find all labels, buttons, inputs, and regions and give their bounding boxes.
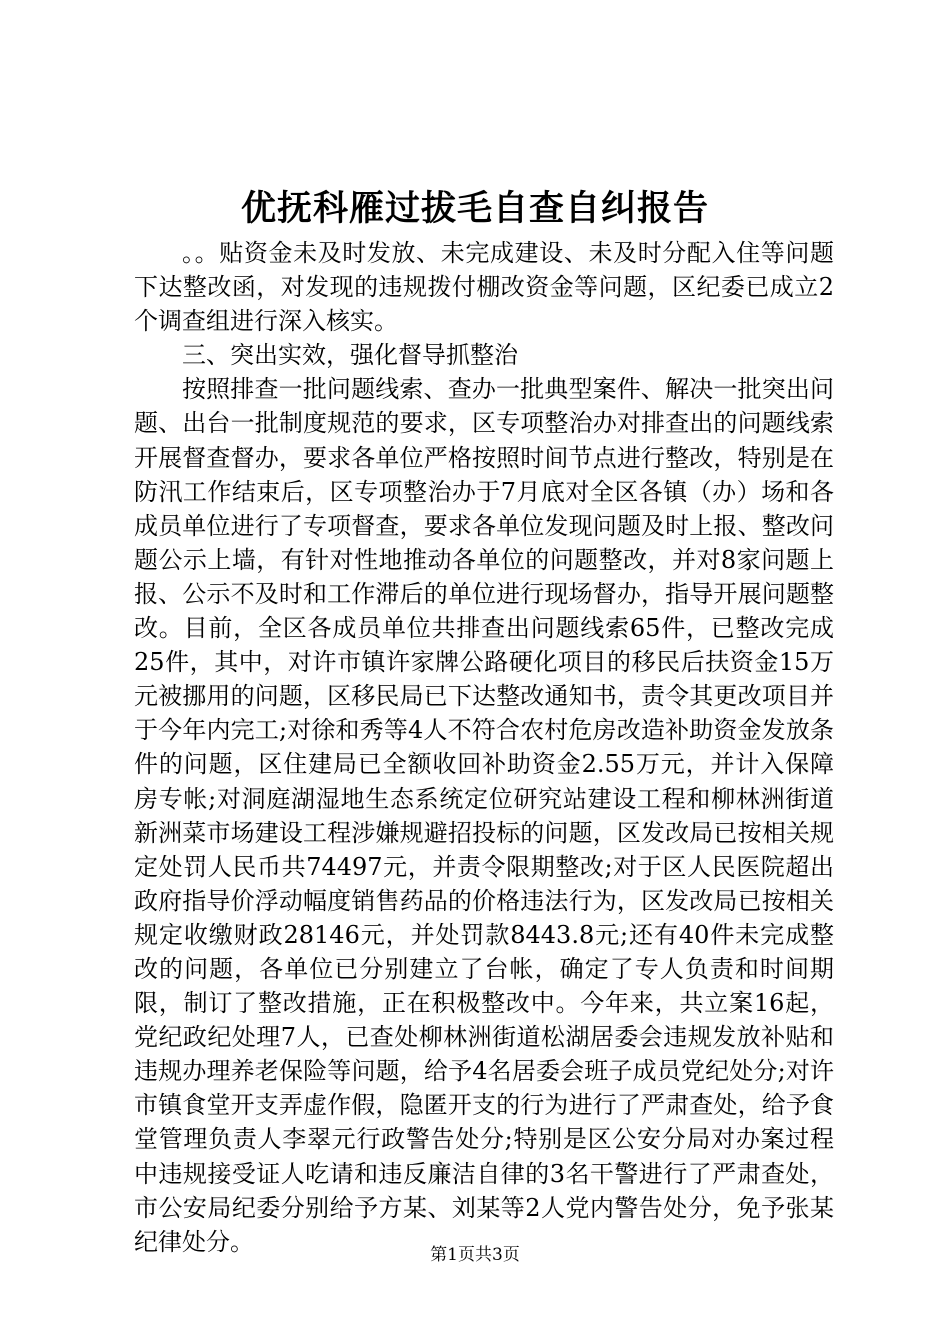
page-footer (0, 1243, 950, 1267)
page-number: 第1页 (430, 1245, 475, 1265)
page-total: 共3页 (475, 1245, 520, 1265)
section-heading: 三、突出实效，强化督导抓整治 (182, 341, 518, 370)
paragraph-1: 。。贴资金未及时发放、未完成建设、未及时分配入住等问题下达整改函，对发现的违规拨付棚改资金等问题，区纪委已成立2个调查组进行深入核实。 (134, 239, 834, 336)
document-body (134, 236, 834, 1259)
paragraph-2: 按照排查一批问题线索、查办一批典型案件、解决一批突出问题、出台一批制度规范的要求，区专项整治办对排查出的问题线索开展督查督办，要求各单位严格按照时间节点进行整改，特别是在防汛工作结束后，区专项整治办于7月底对全区各镇（办）场和各成员单位进行了专项督查，要求各单位发现问题及时上报、整改问题公示上墙，有针对性地推动各单位的问题整改，并对8家问题上报、公示不及时和工作滞后的单位进行现场督办，指导开展问题整改。目前，全区各成员单位共排查出问题线索65件，已整改完成25件，其中，对许市镇许家牌公路硬化项目的移民后扶资金15万元被挪用的问题，区移民局已下达整改通知书，责令其更改项目并于今年内完工;对徐和秀等4人不符合农村危房改造补助资金发放条件的问题，区住建局已全额收回补助资金2.55万元，并计入保障房专帐;对洞庭湖湿地生态系统定位研究站建设工程和柳林洲街道新洲菜市场建设工程涉嫌规避招投标的问题，区发改局已按相关规定处罚人民币共74497元，并责令限期整改;对于区人民医院超出政府指导价浮动幅度销售药品的价格违法行为，区发改局已按相关规定收缴财政28146元，并处罚款8443.8元;还有40件未完成整改的问题，各单位已分别建立了台帐，确定了专人负责和时间期限，制订了整改措施，正在积极整改中。今年来，共立案16起，党纪政纪处理7人，已查处柳林洲街道松湖居委会违规发放补贴和违规办理养老保险等问题，给予4名居委会班子成员党纪处分;对许市镇食堂开支弄虚作假，隐匿开支的行为进行了严肃查处，给予食堂管理负责人李翠元行政警告处分;特别是区公安分局对办案过程中违规接受证人吃请和违反廉洁自律的3名干警进行了严肃查处，市公安局纪委分别给予方某、刘某等2人党内警告处分，免予张某纪律处分。 (134, 375, 834, 1256)
document-title: 优抚科雁过拔毛自查自纠报告 (240, 188, 709, 229)
